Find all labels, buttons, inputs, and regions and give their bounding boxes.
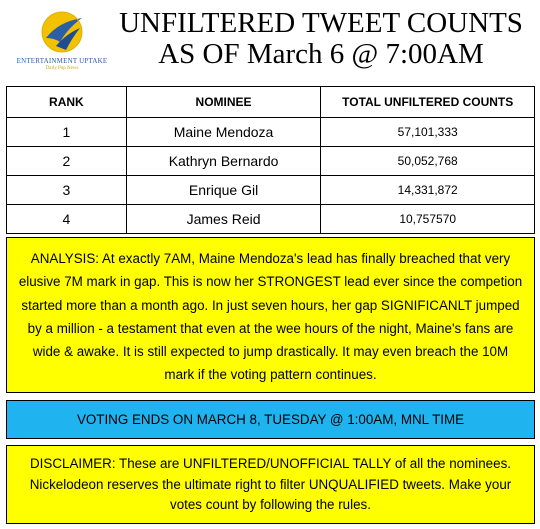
rank-cell: 4 (7, 205, 127, 234)
rank-cell: 1 (7, 118, 127, 147)
table-row (7, 176, 535, 205)
rankings-table (6, 86, 535, 234)
count-cell: 10,757570 (321, 205, 535, 234)
count-cell: 14,331,872 (321, 176, 535, 205)
disclaimer-box: DISCLAIMER: These are UNFILTERED/UNOFFICIAL TALLY of all the nominees. Nickelodeon reserves the ultimate right to filter UNQUALIFIED tweets. Make your votes count by following the rules. (6, 445, 535, 524)
entertainment-uptake-logo (14, 8, 110, 82)
table-row (7, 118, 535, 147)
table-row (7, 147, 535, 176)
nominee-cell: James Reid (126, 205, 321, 234)
header-rank: RANK (7, 87, 127, 118)
count-cell: 50,052,768 (321, 147, 535, 176)
title-line-2: AS OF March 6 @ 7:00AM (158, 38, 484, 70)
analysis-box: ANALYSIS: At exactly 7AM, Maine Mendoza's lead has finally breached that very elusive 7M mark in gap. This is now her STRONGEST lead ever since the competion started more than a month ago. In just seven hours, her gap SIGNIFICANLT jumped by a million - a testament that even at the wee hours of the night, Maine's fans are wide & awake. It is still expected to jump drastically. It may even breach the 10M mark if the voting pattern continues. (6, 237, 535, 393)
title-line-1: UNFILTERED TWEET COUNTS (119, 7, 523, 39)
nominee-cell: Kathryn Bernardo (126, 147, 321, 176)
rank-cell: 3 (7, 176, 127, 205)
header (0, 0, 540, 82)
header-nominee: NOMINEE (126, 87, 321, 118)
nominee-cell: Maine Mendoza (126, 118, 321, 147)
page-title (112, 8, 530, 70)
table-header-row (7, 87, 535, 118)
table-row (7, 205, 535, 234)
nominee-cell: Enrique Gil (126, 176, 321, 205)
voting-deadline-banner: VOTING ENDS ON MARCH 8, TUESDAY @ 1:00AM, MNL TIME (6, 400, 535, 439)
logo-tagline: Daily Pop News (45, 66, 79, 71)
logo-emblem-icon (38, 8, 86, 56)
count-cell: 57,101,333 (321, 118, 535, 147)
header-counts: TOTAL UNFILTERED COUNTS (321, 87, 535, 118)
rank-cell: 2 (7, 147, 127, 176)
logo-name: ENTERTAINMENT UPTAKE (16, 57, 108, 65)
